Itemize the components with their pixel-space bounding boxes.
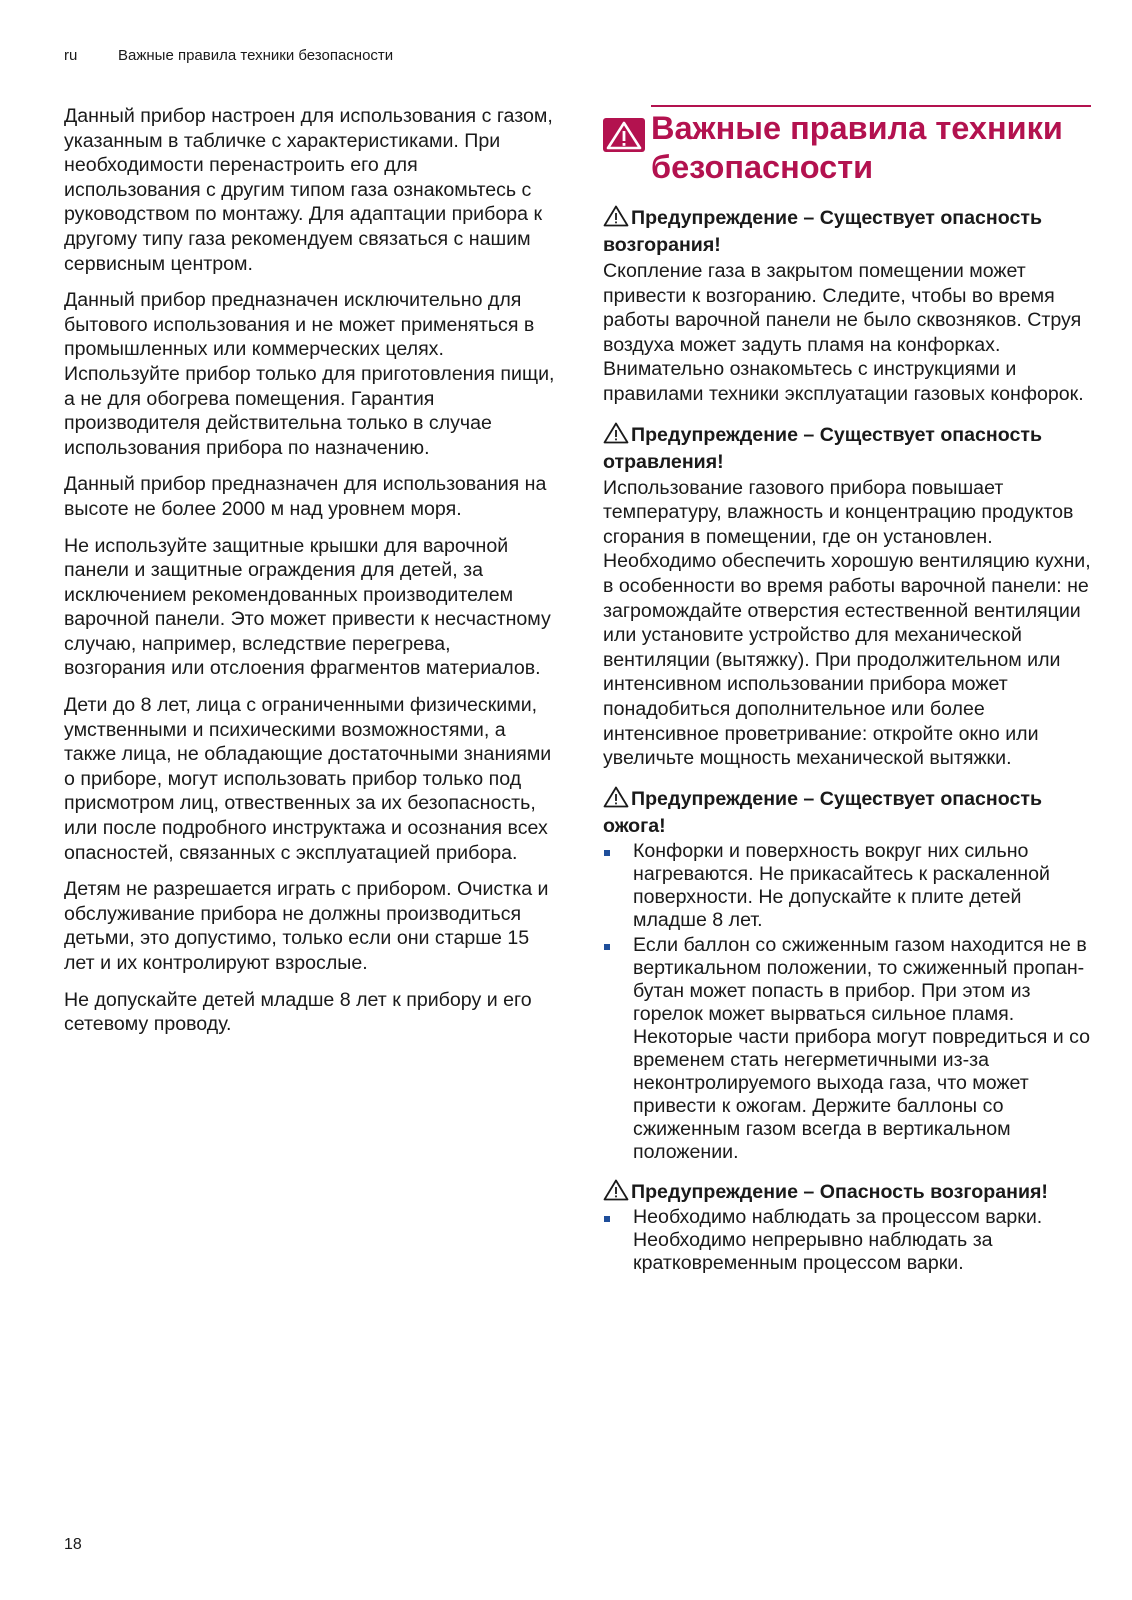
warning-heading: [603, 422, 1092, 476]
list-item: [603, 1206, 1092, 1275]
warning-burn: [603, 786, 1092, 1164]
warning-heading-text: Предупреждение – Опасность возгорания!: [631, 1180, 1048, 1203]
list-item: [603, 934, 1092, 1164]
section-title-text: Важные правила техники безопасности: [651, 110, 1063, 185]
page-number: 18: [64, 1536, 82, 1553]
warning-triangle-outline-icon: [603, 1179, 629, 1201]
square-bullet-icon: [604, 850, 610, 856]
list-item-text: Если баллон со сжиженным газом находится не в вертикальном положении, то сжиженный пропан-бутан может попасть в прибор. При этом из горелок может вырваться сильное пламя. Некоторые части прибора могут повредиться и со временем стать негерметичными из-за неконтролируемого выхода газа, что может привести к ожогам. Держите баллоны со сжиженным газом всегда в вертикальном положении.: [633, 933, 1091, 1163]
paragraph-household-use: Данный прибор предназначен исключительно для бытового использования и не может применяться в промышленных или коммерческих целях. Используйте прибор только для приготовления пищи, а не для обогрева помещения. Гарантия производителя действительна только в случае использования прибора по назначению.: [64, 289, 555, 459]
warning-triangle-outline-icon: [603, 422, 629, 444]
square-bullet-icon: [604, 944, 610, 950]
running-header: [64, 47, 393, 64]
warning-heading-text: Предупреждение – Существует опасность возгорания!: [603, 207, 1043, 256]
warning-heading-text: Предупреждение – Существует опасность отравления!: [603, 423, 1043, 473]
warning-triangle-filled-icon: [603, 118, 645, 152]
warning-body: Использование газового прибора повышает температуру, влажность и концентрацию продуктов сгорания в помещении, где он установлен. Необходимо обеспечить хорошую вентиляцию кухни, в особенности во время работы варочной панели: не загромождайте отверстия естественной вентиляции или установите устройство для механической вентиляции (вытяжку). При продолжительном или интенсивном использовании прибора может понадобиться дополнительное или более интенсивное проветривание: откройте окно или увеличьте мощность механической вытяжки.: [603, 476, 1091, 770]
paragraph-children-supervision: Дети до 8 лет, лица с ограниченными физическими, умственными и психическими возможностями, а также лица, не обладающие достаточными знаниями о приборе, могут использовать прибор только под присмотром лиц, отвественных за их безопасность, или после подробного инструктажа и осознания всех опасностей, связанных с эксплуатацией прибора.: [64, 694, 552, 864]
warning-heading: [603, 786, 1092, 840]
list-item-text: Необходимо наблюдать за процессом варки. Необходимо непрерывно наблюдать за кратковременным процессом варки.: [633, 1205, 1043, 1274]
warning-triangle-outline-icon: [603, 786, 629, 808]
warning-heading-text: Предупреждение – Существует опасность ожога!: [603, 787, 1043, 837]
section-title: [603, 104, 1092, 187]
warning-body: Скопление газа в закрытом помещении может привести к возгоранию. Следите, чтобы во время работы варочной панели не было сквозняков. Струя воздуха может задуть пламя на конфорках. Внимательно ознакомьтесь с инструкциями и правилами техники эксплуатации газовых конфорок.: [603, 260, 1084, 405]
right-column: [603, 104, 1092, 1290]
warning-triangle-outline-icon: [603, 205, 629, 227]
paragraph-children-cleaning: Детям не разрешается играть с прибором. Очистка и обслуживание прибора не должны производиться детьми, это допустимо, только если они старше 15 лет и их контролируют взрослые.: [64, 878, 549, 974]
warning-heading: [603, 205, 1092, 259]
list-item-text: Конфорки и поверхность вокруг них сильно нагреваются. Не прикасайтесь к раскаленной поверхности. Не допускайте к плите детей младше 8 лет.: [633, 839, 1050, 931]
paragraph-gas-type: Данный прибор настроен для использования с газом, указанным в табличке с характеристиками. При необходимости перенастроить его для использования с другим типом газа ознакомьтесь с руководством по монтажу. Для адаптации прибора к другому типу газа рекомендуем связаться с нашим сервисным центром.: [64, 105, 553, 275]
square-bullet-icon: [604, 1216, 610, 1222]
warning-heading: [603, 1179, 1092, 1206]
paragraph-altitude: Данный прибор предназначен для использования на высоте не более 2000 м над уровнем моря.: [64, 473, 547, 520]
language-code: ru: [64, 47, 78, 64]
bullet-list: [603, 840, 1092, 1164]
list-item: [603, 840, 1092, 932]
warning-fire-cooking: [603, 1179, 1092, 1275]
running-header-section: Важные правила техники безопасности: [118, 47, 394, 64]
warning-fire-gas: [603, 205, 1092, 407]
bullet-list: [603, 1206, 1092, 1275]
warning-poisoning: [603, 422, 1092, 771]
paragraph-children-cable: Не допускайте детей младше 8 лет к прибору и его сетевому проводу.: [64, 988, 532, 1036]
left-column: [64, 104, 556, 1049]
paragraph-protective-covers: Не используйте защитные крышки для варочной панели и защитные ограждения для детей, за исключением рекомендованных производителем варочной панели. Это может привести к несчастному случаю, например, вследствие перегрева, возгорания или отслоения фрагментов материалов.: [64, 534, 551, 680]
